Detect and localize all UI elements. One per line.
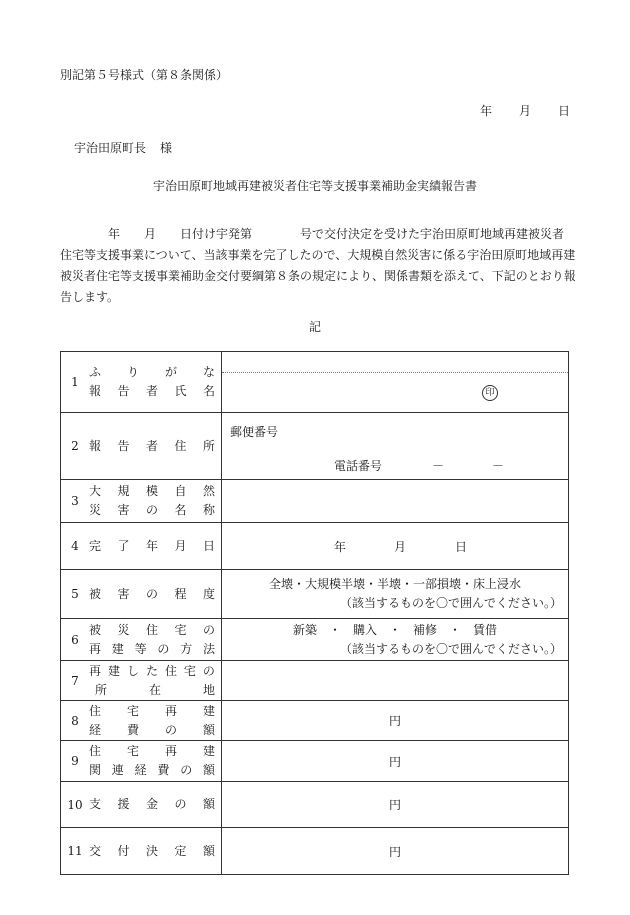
label-char: 宅 (126, 744, 139, 758)
label-line (89, 721, 215, 740)
label-char: 建 (202, 703, 215, 718)
label-char: 建 (107, 663, 120, 678)
row-number: 9 (61, 741, 90, 782)
row-number: 3 (61, 480, 90, 523)
table-row (61, 523, 569, 570)
table-row (61, 352, 569, 413)
rebuilt-address-field[interactable] (222, 661, 569, 701)
label-char: 再 (164, 703, 177, 718)
label-char: の (174, 797, 187, 811)
label-char: の (145, 503, 158, 517)
label-char: 等 (134, 641, 147, 656)
yen-unit: 円 (388, 844, 401, 859)
label-char: 経 (89, 722, 102, 737)
report-table (60, 351, 569, 875)
row-number: 10 (61, 782, 90, 828)
completion-date-field[interactable] (222, 523, 569, 570)
label-char: 宅 (174, 622, 187, 637)
label-line (89, 742, 215, 761)
label-char: 自 (174, 484, 187, 498)
table-row (61, 701, 569, 741)
label-char: 報 (89, 384, 102, 398)
label-char: 程 (174, 586, 187, 601)
row-label (89, 741, 222, 782)
body-line: 年 月 日付け宇発第 号で交付決定を受けた宇治田原町地域再建被災者 (60, 227, 565, 241)
label-line (89, 501, 215, 520)
row-label (89, 352, 222, 413)
label-char: 援 (117, 797, 130, 811)
table-row (61, 782, 569, 828)
label-char: 者 (145, 384, 158, 398)
damage-options[interactable]: 全壊・大規模半壊・半壊・一部損壊・床上浸水 (268, 577, 521, 591)
label-char: 住 (89, 744, 102, 758)
postal-code-label: 郵便番号 (230, 425, 279, 439)
completion-month: 月 (394, 540, 407, 554)
label-char: の (202, 622, 215, 637)
addressee-name: 宇治田原町長 (74, 141, 147, 155)
label-char: 支 (89, 797, 102, 811)
label-char: 再 (164, 744, 177, 758)
label-char: 告 (117, 438, 130, 453)
ki-heading: 記 (308, 320, 321, 334)
phone-line (334, 457, 574, 474)
label-char: 者 (145, 438, 158, 453)
label-char: 了 (117, 538, 130, 553)
row-label (89, 661, 222, 701)
table-row (61, 741, 569, 782)
label-line (89, 681, 215, 700)
label-char: 被 (89, 622, 102, 637)
body-line: 告します。 (60, 290, 120, 304)
rebuild-method-field[interactable] (222, 619, 569, 661)
label-char: 付 (117, 843, 130, 858)
label-char: 住 (164, 663, 177, 678)
label-line (89, 795, 215, 814)
label-char: 定 (174, 843, 187, 858)
label-char: 告 (117, 384, 130, 398)
label-line (89, 585, 215, 604)
seal-mark: 印 (482, 385, 498, 401)
report-date (480, 102, 570, 119)
label-char: 決 (145, 843, 158, 858)
label-char: 住 (145, 622, 158, 637)
label-line (89, 537, 215, 556)
label-char: 在 (148, 682, 161, 697)
row-label (89, 828, 222, 875)
row-number: 8 (61, 701, 90, 741)
label-char: の (157, 641, 170, 656)
row-number: 2 (61, 413, 90, 480)
label-char: の (202, 663, 215, 678)
row-label (89, 619, 222, 661)
label-char: 宅 (183, 663, 196, 678)
label-char: 称 (202, 503, 215, 517)
completion-day: 日 (455, 540, 468, 554)
row-label (89, 480, 222, 523)
label-line (89, 437, 215, 456)
label-char: 規 (117, 484, 130, 498)
label-char: の (180, 763, 193, 777)
table-row (61, 828, 569, 875)
reporter-name-field[interactable] (222, 373, 568, 412)
label-char: 経 (134, 763, 147, 777)
label-char: 関 (89, 763, 102, 777)
label-char: 住 (174, 438, 187, 453)
label-char: 額 (202, 797, 215, 811)
completion-year: 年 (334, 540, 347, 554)
label-char: 住 (89, 703, 102, 718)
name-field[interactable] (222, 352, 569, 413)
label-line (89, 482, 215, 501)
date-year: 年 (480, 104, 493, 118)
label-char: 費 (126, 722, 139, 737)
rebuild-cost-field[interactable] (222, 701, 569, 741)
label-char: 所 (95, 682, 108, 697)
phone-dash-2: － (492, 459, 505, 473)
yen-unit: 円 (388, 798, 401, 812)
yen-unit: 円 (388, 714, 401, 728)
support-amount-field[interactable] (222, 782, 569, 828)
label-char: り (126, 365, 139, 379)
table-row (61, 413, 569, 480)
rebuild-note: （該当するものを〇で囲んでください。） (339, 641, 562, 656)
label-char: 模 (145, 484, 158, 498)
label-char: 費 (157, 763, 170, 777)
body-line: 被災者住宅等支援事業補助金交付要綱第８条の規定により、関係書類を添えて、下記のとおり報 (60, 269, 576, 283)
row-number: 11 (61, 828, 90, 875)
yen-unit: 円 (388, 754, 401, 769)
label-char: 氏 (174, 384, 187, 398)
row-label (89, 701, 222, 741)
label-char: 日 (202, 538, 215, 553)
label-char: 災 (89, 503, 102, 517)
label-char: 害 (117, 503, 130, 517)
label-char: 方 (180, 641, 193, 656)
label-char: の (145, 586, 158, 601)
label-char: 大 (89, 484, 102, 498)
label-char: 法 (202, 641, 215, 656)
table-row (61, 570, 569, 619)
label-char: 再 (89, 663, 102, 678)
label-char: 連 (111, 763, 124, 777)
address-field[interactable] (222, 413, 569, 480)
label-line (89, 662, 215, 681)
label-char: 建 (202, 744, 215, 758)
row-number: 1 (61, 352, 90, 413)
label-line (89, 761, 215, 780)
label-char: 再 (89, 641, 102, 656)
label-char: 額 (202, 843, 215, 858)
damage-note: （該当するものを〇で囲んでください。） (339, 596, 562, 610)
label-char: 名 (202, 384, 215, 398)
addressee-honorific: 様 (160, 141, 173, 155)
label-char: が (164, 365, 177, 379)
label-char: 所 (202, 438, 215, 453)
label-char: 然 (202, 484, 215, 498)
row-label (89, 523, 222, 570)
label-char: た (145, 663, 158, 678)
body-line: 住宅等支援事業について、当該事業を完了したので、大規模自然災害に係る宇治田原町地域再建 (60, 248, 576, 262)
label-char: 害 (117, 586, 130, 601)
furigana-field[interactable] (222, 352, 568, 373)
table-row (61, 661, 569, 701)
row-label (89, 413, 222, 480)
row-number: 6 (61, 619, 90, 661)
label-line (89, 702, 215, 721)
damage-degree-field[interactable] (222, 570, 569, 619)
label-char: 月 (174, 538, 187, 553)
label-char: 度 (202, 586, 215, 601)
decision-amount-field[interactable] (222, 828, 569, 875)
label-char: 金 (145, 797, 158, 811)
addressee (74, 139, 172, 156)
date-month: 月 (518, 104, 531, 118)
document-title: 宇治田原町地域再建被災者住宅等支援事業補助金実績報告書 (152, 179, 477, 193)
label-char: 完 (89, 538, 102, 553)
table-row (61, 619, 569, 661)
label-char: の (164, 722, 177, 737)
label-char: 額 (202, 763, 215, 777)
row-number: 4 (61, 523, 90, 570)
related-cost-field[interactable] (222, 741, 569, 782)
row-number: 5 (61, 570, 90, 619)
row-label (89, 782, 222, 828)
label-char: 報 (89, 438, 102, 453)
label-char: 交 (89, 843, 102, 858)
label-char: 名 (174, 503, 187, 517)
label-line (89, 842, 215, 861)
disaster-name-field[interactable] (222, 480, 569, 523)
label-char: 額 (202, 722, 215, 737)
label-char: し (126, 663, 139, 678)
label-char: 被 (89, 586, 102, 601)
row-number: 7 (61, 661, 90, 701)
phone-dash-1: － (432, 459, 445, 473)
label-char: ふ (89, 365, 102, 379)
form-number: 別記第５号様式（第８条関係） (60, 68, 229, 82)
label-line (89, 621, 215, 640)
label-line (89, 363, 215, 382)
label-char: 地 (202, 682, 215, 697)
body-paragraph (60, 224, 576, 308)
row-label (89, 570, 222, 619)
label-line (89, 382, 215, 401)
label-char: 建 (111, 641, 124, 656)
label-char: 災 (117, 622, 130, 637)
table-row (61, 480, 569, 523)
date-day: 日 (557, 104, 570, 118)
label-char: な (202, 365, 215, 379)
label-char: 年 (145, 538, 158, 553)
rebuild-options[interactable]: 新築 ・ 購入 ・ 補修 ・ 賃借 (292, 622, 497, 637)
label-line (89, 640, 215, 659)
label-char: 宅 (126, 703, 139, 718)
phone-label: 電話番号 (334, 459, 383, 473)
